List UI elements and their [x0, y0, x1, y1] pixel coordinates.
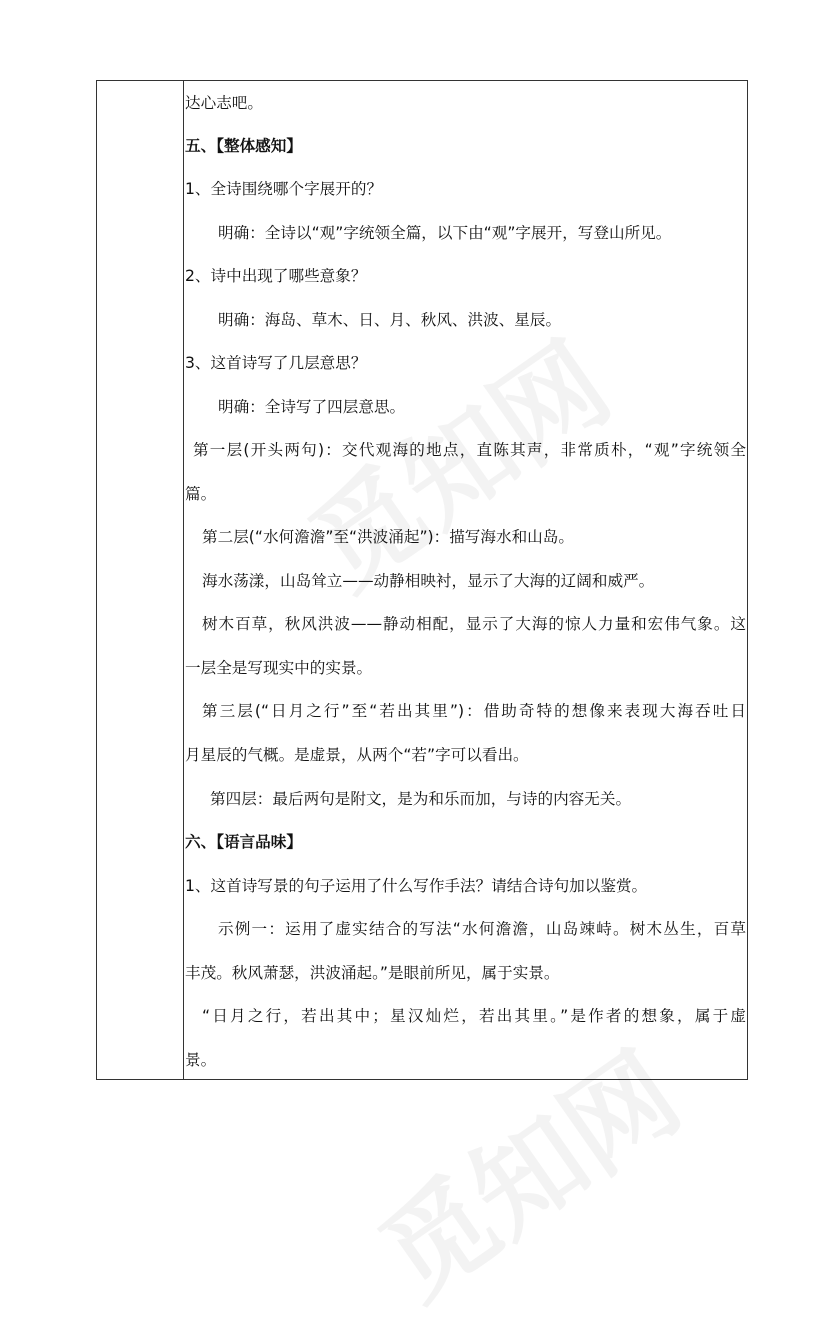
- text-line: 3、这首诗写了几层意思？: [185, 354, 367, 372]
- text-line: 2、诗中出现了哪些意象？: [185, 267, 367, 285]
- text-line: 树木百草，秋风洪波——静动相配，显示了大海的惊人力量和宏伟气象。这: [202, 615, 746, 633]
- text-line: 明确：海岛、草木、日、月、秋风、洪波、星辰。: [218, 311, 562, 329]
- text-line: 第一层(开头两句)：交代观海的地点，直陈其声，非常质朴，“观”字统领全: [193, 441, 746, 459]
- section-heading: 六、【语言品味】: [185, 833, 302, 851]
- text-line: 明确：全诗以“观”字统领全篇，以下由“观”字展开，写登山所见。: [218, 224, 672, 242]
- text-line: 1、这首诗写景的句子运用了什么写作手法？请结合诗句加以鉴赏。: [185, 877, 648, 895]
- text-line: 第四层：最后两句是附文，是为和乐而加，与诗的内容无关。: [210, 790, 632, 808]
- column-divider: [183, 80, 184, 1080]
- text-line: 明确：全诗写了四层意思。: [218, 398, 406, 416]
- text-line: 月星辰的气概。是虚景，从两个“若”字可以看出。: [185, 746, 529, 764]
- text-line: “日月之行，若出其中；星汉灿烂，若出其里。”是作者的想象，属于虚: [202, 1007, 746, 1025]
- text-line: 1、全诗围绕哪个字展开的？: [185, 180, 383, 198]
- text-line: 丰茂。秋风萧瑟，洪波涌起。”是眼前所见，属于实景。: [185, 964, 560, 982]
- text-line: 达心志吧。: [185, 94, 263, 112]
- text-line: 示例一：运用了虚实结合的写法“水何澹澹，山岛竦峙。树木丛生，百草: [218, 920, 746, 938]
- section-heading: 五、【整体感知】: [185, 137, 302, 155]
- text-line: 第二层(“水何澹澹”至“洪波涌起”)：描写海水和山岛。: [202, 528, 574, 546]
- text-line: 第三层(“日月之行”至“若出其里”)：借助奇特的想像来表现大海吞吐日: [202, 702, 746, 720]
- text-line: 景。: [185, 1051, 217, 1069]
- text-line: 一层全是写现实中的实景。: [185, 659, 373, 677]
- text-line: 篇。: [185, 485, 217, 503]
- text-line: 海水荡漾，山岛耸立——动静相映衬，显示了大海的辽阔和威严。: [202, 572, 655, 590]
